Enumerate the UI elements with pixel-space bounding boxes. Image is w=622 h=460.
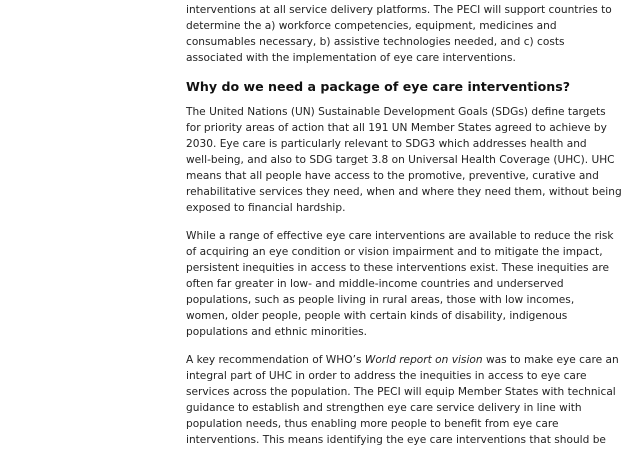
recommendation-paragraph: [186, 352, 619, 448]
paragraph-line: exposed to financial hardship.: [186, 202, 346, 214]
paragraph-line: interventions at all service delivery platforms. The PECI will support countries to: [186, 4, 612, 16]
paragraph-line: 2030. Eye care is particularly relevant to SDG3 which addresses health and: [186, 138, 587, 150]
line-suffix: was to make eye care an: [482, 354, 619, 366]
paragraph-line: While a range of effective eye care interventions are available to reduce the risk: [186, 230, 614, 242]
paragraph-line: women, older people, people with certain kinds of disability, indigenous: [186, 310, 568, 322]
line-prefix: A key recommendation of WHO’s: [186, 354, 365, 366]
paragraph-line: well-being, and also to SDG target 3.8 on Universal Health Coverage (UHC). UHC: [186, 154, 615, 166]
paragraph-line: populations and ethnic minorities.: [186, 326, 368, 338]
paragraph-line: persistent inequities in access to these interventions exist. These inequities are: [186, 262, 610, 274]
paragraph-line: guidance to establish and strengthen eye care service delivery in line with: [186, 402, 582, 414]
paragraph-line: populations, such as people living in rural areas, those with low incomes,: [186, 294, 575, 306]
report-title: World report on vision: [364, 354, 483, 366]
intro-paragraph: [186, 0, 612, 66]
paragraph-line: interventions. This means identifying the eye care interventions that should be: [186, 434, 606, 446]
paragraph-line: of acquiring an eye condition or vision impairment and to mitigate the impact,: [186, 246, 603, 258]
paragraph-line: The United Nations (UN) Sustainable Development Goals (SDGs) define targets: [186, 106, 606, 118]
paragraph-line: determine the a) workforce competencies, equipment, medicines and: [186, 20, 557, 32]
paragraph-line: services across the population. The PECI will equip Member States with technical: [186, 386, 616, 398]
inequities-paragraph: [186, 228, 614, 340]
text-column: [186, 0, 622, 460]
paragraph-line: often far greater in low- and middle-income countries and underserved: [186, 278, 564, 290]
paragraph-line: population needs, thus enabling more people to benefit from eye care: [186, 418, 559, 430]
paragraph-line: means that all people have access to the promotive, preventive, curative and: [186, 170, 599, 182]
paragraph-line: associated with the implementation of eye care interventions.: [186, 52, 516, 64]
paragraph-line: rehabilitative services they need, when and where they need them, without being: [186, 186, 622, 198]
section-heading: Why do we need a package of eye care interventions?: [186, 79, 571, 94]
sdg-paragraph: [186, 104, 622, 216]
paragraph-line: for priority areas of action that all 191 UN Member States agreed to achieve by: [186, 122, 607, 134]
paragraph-line: integral part of UHC in order to address the inequities in access to eye care: [186, 370, 587, 382]
paragraph-line: [186, 352, 619, 368]
paragraph-line: consumables necessary, b) assistive technologies needed, and c) costs: [186, 36, 565, 48]
